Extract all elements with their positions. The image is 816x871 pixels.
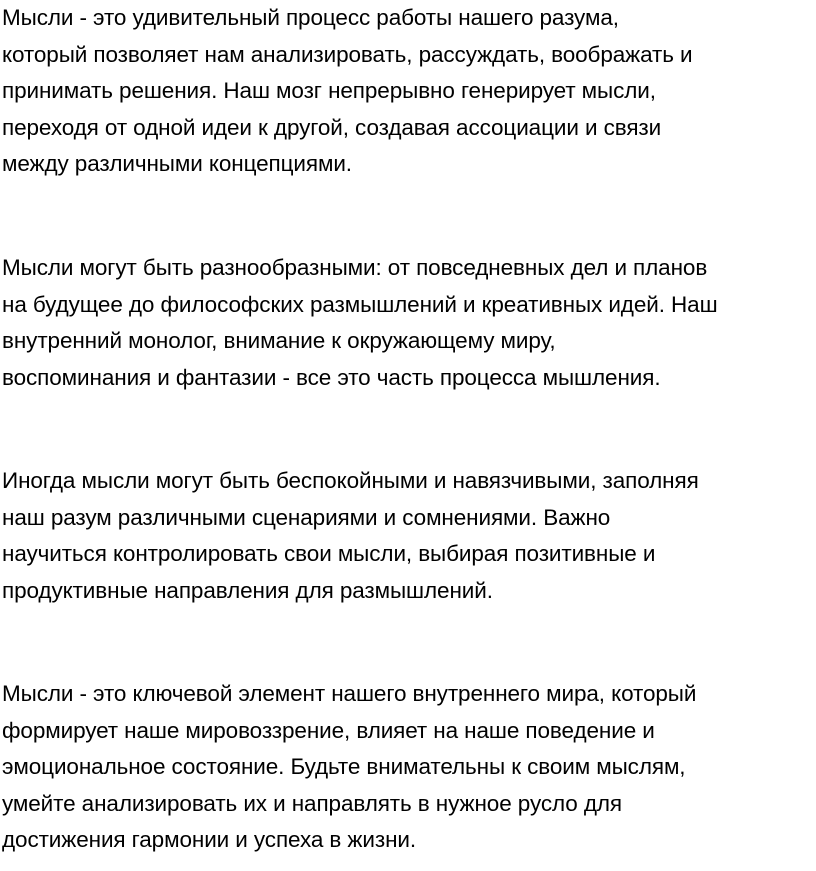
paragraph-2: Мысли могут быть разнообразными: от повседневных дел и планов на будущее до философских размышлений и креативных идей. Наш внутренний монолог, внимание к окружающему миру, воспоминания и фантазии - все это часть процесса мышления.: [2, 255, 718, 390]
paragraph-1: Мысли - это удивительный процесс работы нашего разума, который позволяет нам анализировать, рассуждать, воображать и принимать решения. Наш мозг непрерывно генерирует мысли, переходя от одной идеи к другой, создавая ассоциации и связи между различными концепциями.: [2, 5, 693, 176]
paragraph-4: Мысли - это ключевой элемент нашего внутреннего мира, который формирует наше мировоззрение, влияет на наше поведение и эмоциональное состояние. Будьте внимательны к своим мыслям, умейте анализировать их и направлять в нужное русло для достижения гармонии и успеха в жизни.: [2, 681, 697, 852]
paragraph-3: Иногда мысли могут быть беспокойными и навязчивыми, заполняя наш разум различными сценариями и сомнениями. Важно научиться контролировать свои мысли, выбирая позитивные и продуктивные направления для размышлений.: [2, 468, 699, 603]
